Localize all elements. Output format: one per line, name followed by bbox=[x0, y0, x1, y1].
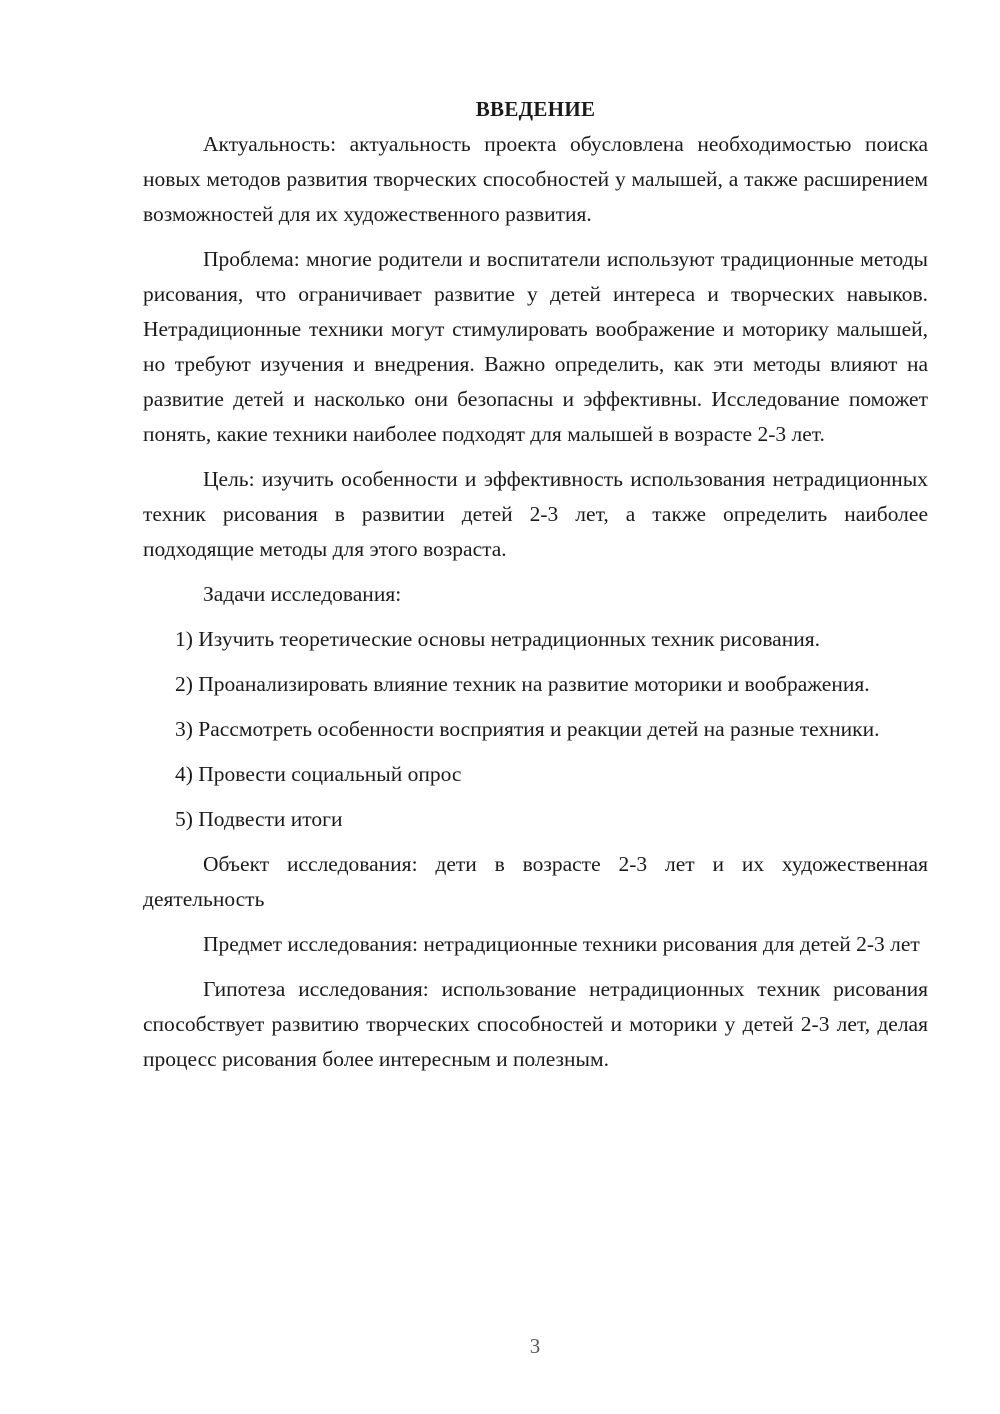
task-item-2: 2) Проанализировать влияние техник на развитие моторики и воображения. bbox=[175, 672, 870, 696]
paragraph-goal: Цель: изучить особенности и эффективность использования нетрадиционных техник рисования в развитии детей 2-3 лет, а также определить наиболее подходящие методы для этого возраста. bbox=[143, 467, 928, 561]
paragraph-object: Объект исследования: дети в возрасте 2-3 лет и их художественная деятельность bbox=[143, 852, 928, 911]
paragraph-subject: Предмет исследования: нетрадиционные техники рисования для детей 2-3 лет bbox=[203, 932, 920, 956]
task-item-5: 5) Подвести итоги bbox=[175, 807, 343, 831]
task-item-3: 3) Рассмотреть особенности восприятия и реакции детей на разные техники. bbox=[175, 717, 880, 741]
paragraph-hypothesis: Гипотеза исследования: использование нетрадиционных техник рисования способствует развитию творческих способностей и моторики у детей 2-3 лет, делая процесс рисования более интересным и полезным. bbox=[143, 977, 928, 1071]
task-item-1: 1) Изучить теоретические основы нетрадиционных техник рисования. bbox=[175, 627, 820, 651]
task-item-4: 4) Провести социальный опрос bbox=[175, 762, 462, 786]
section-title: ВВЕДЕНИЕ bbox=[475, 97, 596, 121]
page-number: 3 bbox=[529, 1334, 541, 1358]
paragraph-problem: Проблема: многие родители и воспитатели используют традиционные методы рисования, что ограничивает развитие у детей интереса и творческих навыков. Нетрадиционные техники могут стимулировать воображение и моторику малышей, но требуют изучения и внедрения. Важно определить, как эти методы влияют на развитие детей и насколько они безопасны и эффективны. Исследование поможет понять, какие техники наиболее подходят для малышей в возрасте 2-3 лет. bbox=[143, 247, 928, 446]
tasks-heading: Задачи исследования: bbox=[203, 582, 402, 606]
paragraph-relevance: Актуальность: актуальность проекта обусловлена необходимостью поиска новых методов развития творческих способностей у малышей, а также расширением возможностей для их художественного развития. bbox=[143, 132, 928, 226]
page-content bbox=[143, 92, 928, 1077]
